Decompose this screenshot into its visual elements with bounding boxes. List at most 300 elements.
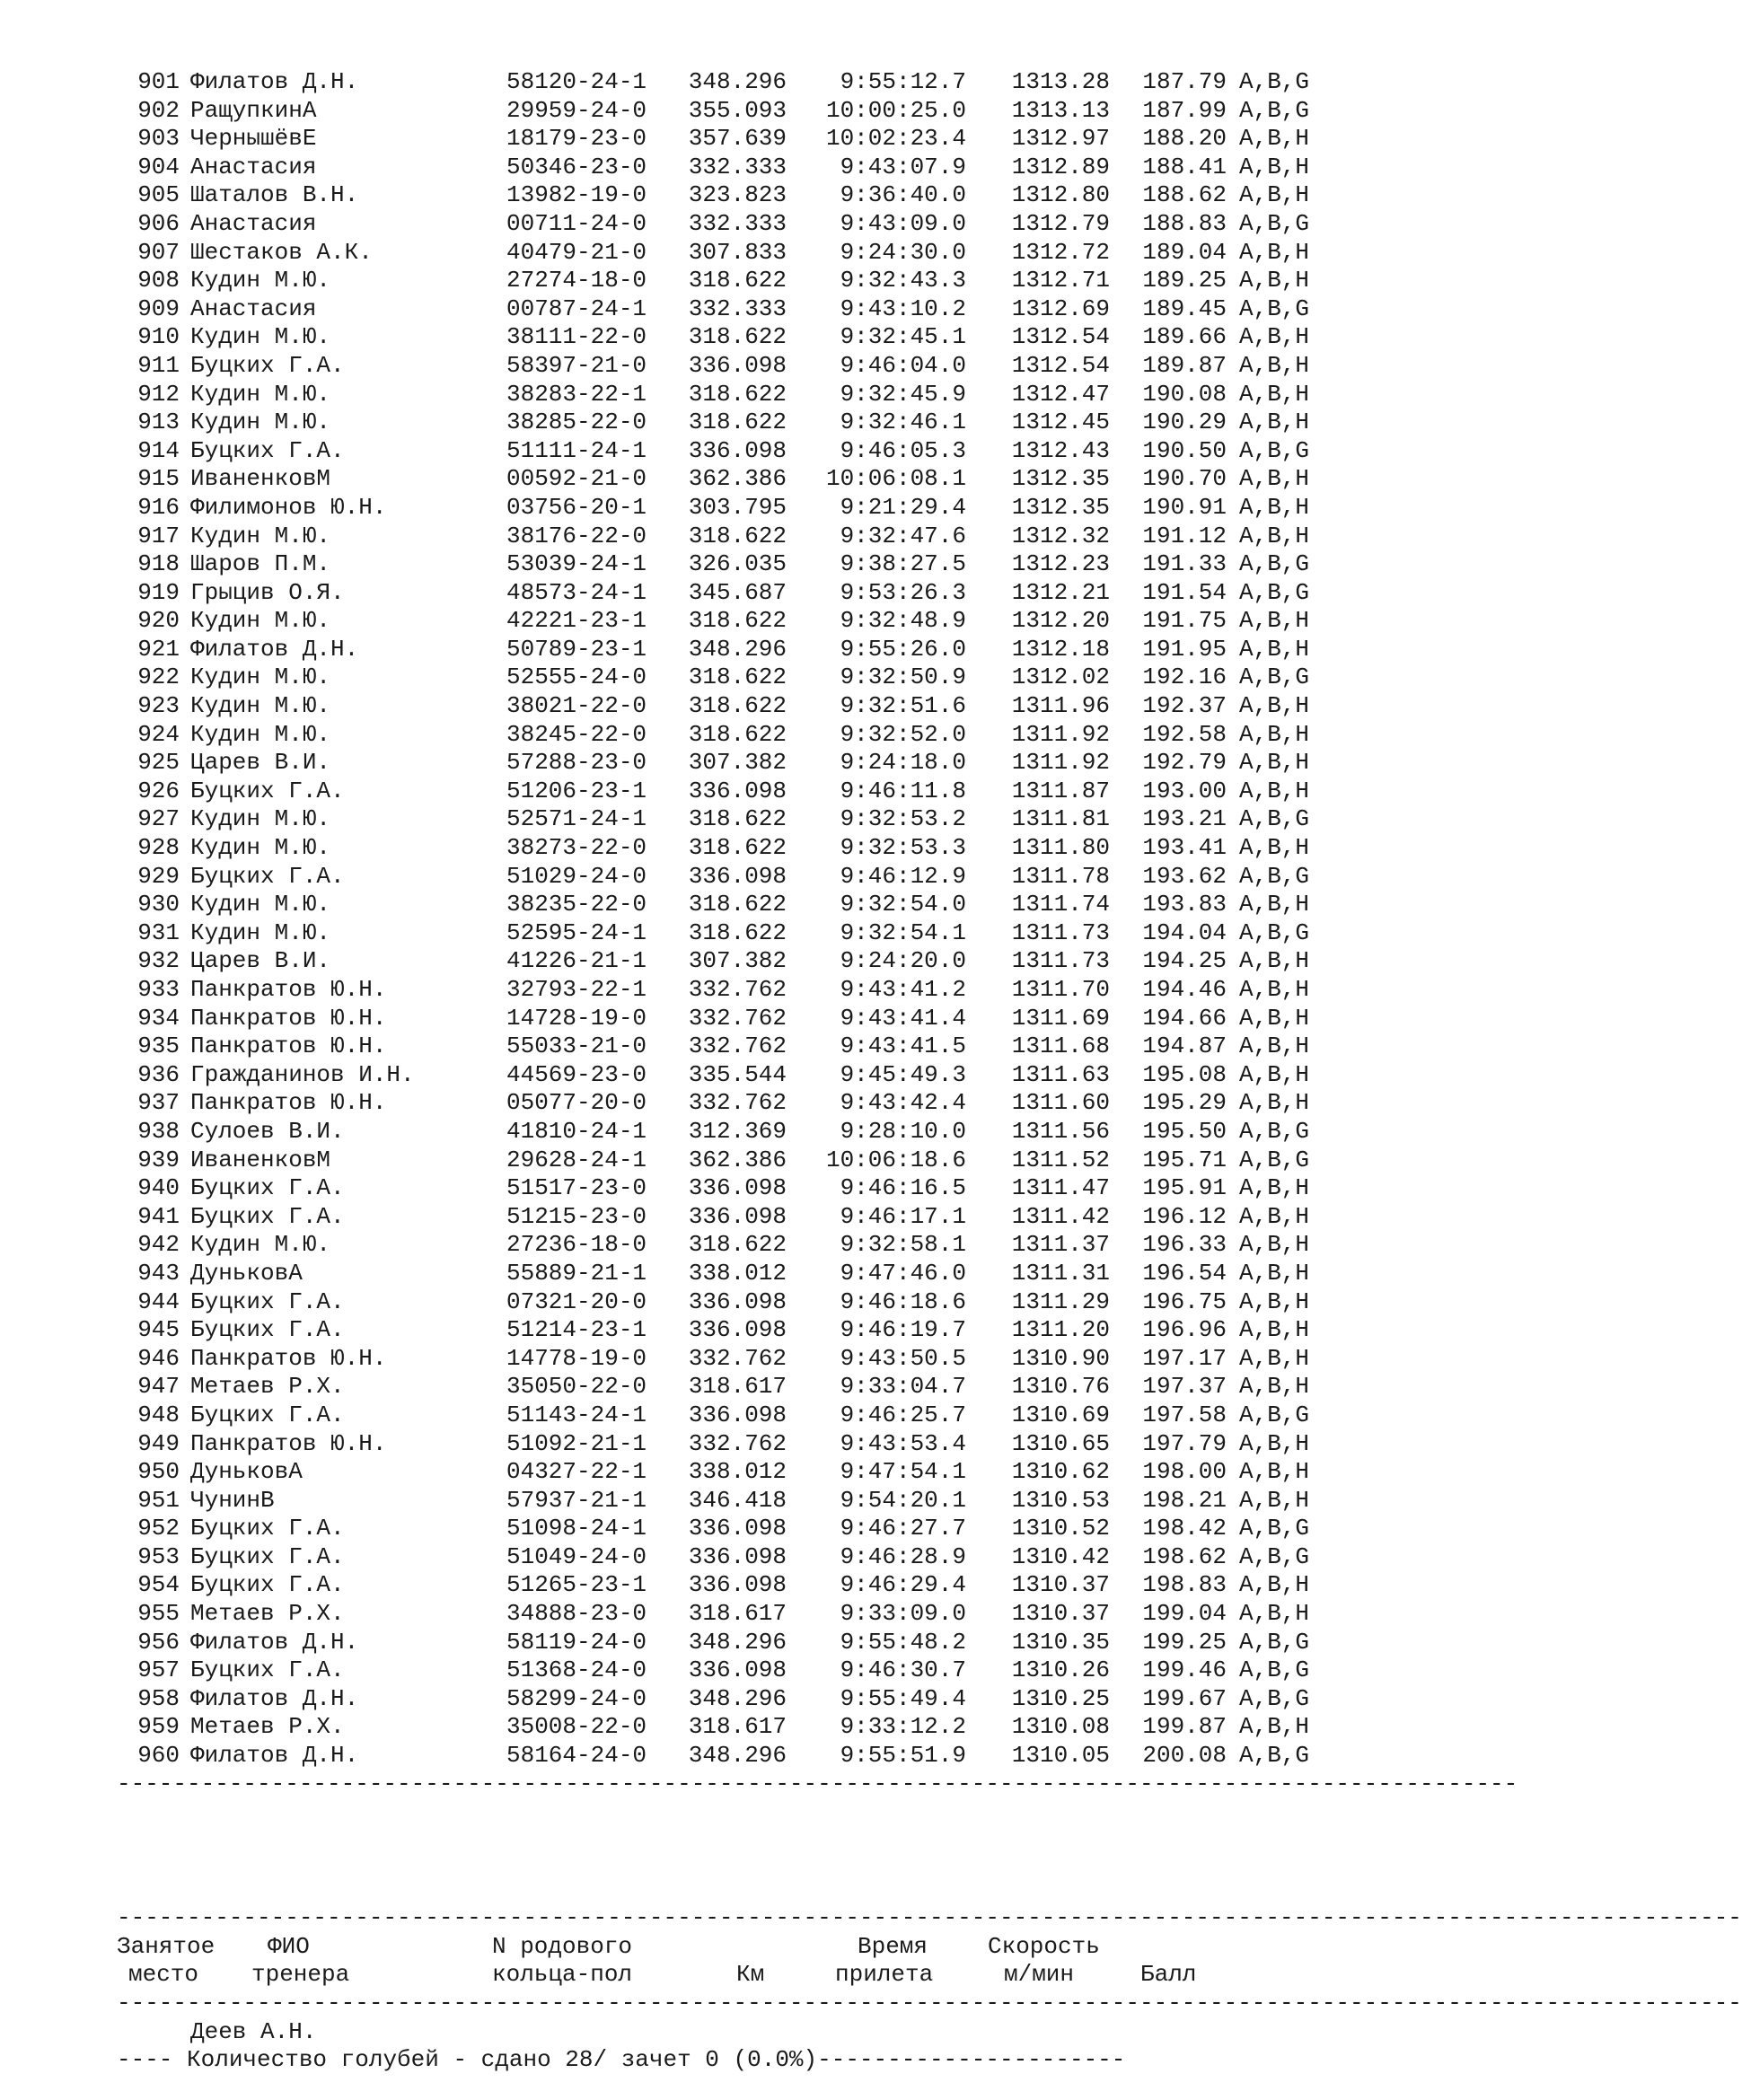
cell-points: 197.79 bbox=[1142, 1429, 1227, 1457]
cell-points: 196.96 bbox=[1142, 1316, 1227, 1344]
cell-distance-km: 338.012 bbox=[688, 1458, 787, 1486]
cell-distance-km: 362.386 bbox=[688, 1146, 787, 1173]
cell-place: 926 bbox=[137, 777, 180, 804]
table-row bbox=[117, 1487, 1331, 1516]
cell-flags: A,B,G bbox=[1239, 1401, 1310, 1428]
cell-arrival-time: 9:32:54.0 bbox=[840, 891, 966, 918]
cell-place: 954 bbox=[137, 1571, 180, 1599]
cell-arrival-time: 9:43:41.4 bbox=[840, 1004, 966, 1032]
cell-distance-km: 336.098 bbox=[688, 1515, 787, 1542]
table-row bbox=[117, 523, 1331, 551]
cell-points: 190.08 bbox=[1142, 380, 1227, 408]
cell-distance-km: 336.098 bbox=[688, 1316, 787, 1344]
cell-flags: A,B,H bbox=[1239, 380, 1310, 408]
header-ring-2: кольца-пол bbox=[492, 1961, 633, 1989]
cell-distance-km: 318.617 bbox=[688, 1600, 787, 1628]
cell-coach-name: Кудин М.Ю. bbox=[190, 323, 331, 351]
cell-points: 195.29 bbox=[1142, 1089, 1227, 1117]
table-row bbox=[117, 1260, 1331, 1288]
cell-flags: A,B,G bbox=[1239, 1656, 1310, 1684]
cell-distance-km: 332.333 bbox=[688, 209, 787, 237]
cell-ring-number: 05077-20-0 bbox=[506, 1089, 647, 1117]
table-row bbox=[117, 947, 1331, 976]
cell-coach-name: Филатов Д.Н. bbox=[190, 1684, 359, 1712]
cell-flags: A,B,H bbox=[1239, 1032, 1310, 1060]
cell-arrival-time: 9:24:30.0 bbox=[840, 238, 966, 266]
cell-flags: A,B,G bbox=[1239, 1684, 1310, 1712]
cell-ring-number: 52571-24-1 bbox=[506, 805, 647, 833]
cell-place: 939 bbox=[137, 1146, 180, 1173]
cell-ring-number: 40479-21-0 bbox=[506, 238, 647, 266]
cell-ring-number: 58299-24-0 bbox=[506, 1684, 647, 1712]
cell-coach-name: Царев В.И. bbox=[190, 947, 331, 975]
table-row bbox=[117, 295, 1331, 324]
cell-place: 953 bbox=[137, 1542, 180, 1570]
cell-speed: 1312.80 bbox=[1011, 181, 1110, 209]
cell-arrival-time: 9:46:17.1 bbox=[840, 1202, 966, 1230]
cell-coach-name: ИваненковМ bbox=[190, 1146, 331, 1173]
cell-arrival-time: 9:46:19.7 bbox=[840, 1316, 966, 1344]
cell-ring-number: 00787-24-1 bbox=[506, 294, 647, 322]
cell-ring-number: 29959-24-0 bbox=[506, 96, 647, 124]
cell-coach-name: Грыцив О.Я. bbox=[190, 578, 345, 606]
cell-speed: 1310.65 bbox=[1011, 1429, 1110, 1457]
cell-distance-km: 348.296 bbox=[688, 68, 787, 95]
table-row bbox=[117, 1061, 1331, 1090]
cell-speed: 1311.87 bbox=[1011, 777, 1110, 804]
cell-flags: A,B,H bbox=[1239, 1571, 1310, 1599]
cell-points: 188.62 bbox=[1142, 181, 1227, 209]
cell-points: 188.20 bbox=[1142, 125, 1227, 153]
cell-coach-name: Панкратов Ю.Н. bbox=[190, 1344, 387, 1372]
cell-points: 197.58 bbox=[1142, 1401, 1227, 1428]
cell-coach-name: Буцких Г.А. bbox=[190, 1571, 345, 1599]
cell-flags: A,B,H bbox=[1239, 1259, 1310, 1287]
cell-flags: A,B,H bbox=[1239, 635, 1310, 663]
results-table bbox=[117, 68, 1331, 1771]
cell-coach-name: Буцких Г.А. bbox=[190, 1287, 345, 1315]
cell-speed: 1311.60 bbox=[1011, 1089, 1110, 1117]
cell-place: 901 bbox=[137, 68, 180, 95]
cell-flags: A,B,H bbox=[1239, 125, 1310, 153]
cell-coach-name: Анастасия bbox=[190, 153, 317, 180]
cell-coach-name: Буцких Г.А. bbox=[190, 1174, 345, 1202]
cell-points: 199.67 bbox=[1142, 1684, 1227, 1712]
cell-speed: 1311.56 bbox=[1011, 1117, 1110, 1145]
table-row bbox=[117, 976, 1331, 1005]
table-row bbox=[117, 1005, 1331, 1033]
cell-distance-km: 336.098 bbox=[688, 351, 787, 379]
cell-points: 194.04 bbox=[1142, 918, 1227, 946]
cell-flags: A,B,G bbox=[1239, 209, 1310, 237]
cell-points: 199.25 bbox=[1142, 1628, 1227, 1656]
cell-place: 957 bbox=[137, 1656, 180, 1684]
cell-arrival-time: 9:32:51.6 bbox=[840, 692, 966, 720]
cell-speed: 1311.31 bbox=[1011, 1259, 1110, 1287]
cell-ring-number: 07321-20-0 bbox=[506, 1287, 647, 1315]
results-document bbox=[117, 68, 1742, 2075]
table-row bbox=[117, 154, 1331, 182]
header-place: Занятое bbox=[117, 1932, 216, 1960]
header-top-rule: -------------------------------------------------------------------------------------------------------------------- bbox=[117, 1904, 1742, 1932]
cell-place: 931 bbox=[137, 918, 180, 946]
cell-coach-name: Панкратов Ю.Н. bbox=[190, 1089, 387, 1117]
cell-place: 915 bbox=[137, 465, 180, 493]
table-row bbox=[117, 125, 1331, 154]
cell-coach-name: Филатов Д.Н. bbox=[190, 68, 359, 95]
cell-distance-km: 346.418 bbox=[688, 1486, 787, 1514]
cell-arrival-time: 9:54:20.1 bbox=[840, 1486, 966, 1514]
cell-place: 904 bbox=[137, 153, 180, 180]
cell-distance-km: 318.622 bbox=[688, 692, 787, 720]
header-ring: N родового bbox=[492, 1932, 633, 1960]
cell-place: 958 bbox=[137, 1684, 180, 1712]
cell-arrival-time: 10:06:18.6 bbox=[825, 1146, 966, 1173]
cell-speed: 1310.42 bbox=[1011, 1542, 1110, 1570]
cell-arrival-time: 9:32:48.9 bbox=[840, 607, 966, 635]
cell-flags: A,B,H bbox=[1239, 834, 1310, 862]
cell-points: 188.83 bbox=[1142, 209, 1227, 237]
cell-distance-km: 318.622 bbox=[688, 380, 787, 408]
cell-distance-km: 332.333 bbox=[688, 294, 787, 322]
cell-points: 192.79 bbox=[1142, 749, 1227, 777]
cell-ring-number: 51214-23-1 bbox=[506, 1316, 647, 1344]
cell-speed: 1311.63 bbox=[1011, 1060, 1110, 1088]
cell-distance-km: 336.098 bbox=[688, 1571, 787, 1599]
coach-name: Деев А.Н. bbox=[190, 2017, 317, 2045]
cell-points: 199.87 bbox=[1142, 1713, 1227, 1741]
table-row bbox=[117, 1401, 1331, 1430]
cell-speed: 1311.52 bbox=[1011, 1146, 1110, 1173]
cell-distance-km: 307.833 bbox=[688, 238, 787, 266]
cell-flags: A,B,H bbox=[1239, 351, 1310, 379]
header-coach: ФИО bbox=[268, 1932, 310, 1960]
cell-arrival-time: 9:32:45.1 bbox=[840, 323, 966, 351]
table-row bbox=[117, 1174, 1331, 1203]
cell-ring-number: 51049-24-0 bbox=[506, 1542, 647, 1570]
cell-arrival-time: 9:33:04.7 bbox=[840, 1373, 966, 1401]
table-row bbox=[117, 97, 1331, 126]
cell-points: 193.00 bbox=[1142, 777, 1227, 804]
header-speed-2: м/мин bbox=[1004, 1961, 1075, 1989]
cell-arrival-time: 9:24:18.0 bbox=[840, 749, 966, 777]
cell-ring-number: 00592-21-0 bbox=[506, 465, 647, 493]
cell-coach-name: Кудин М.Ю. bbox=[190, 267, 331, 294]
cell-flags: A,B,G bbox=[1239, 1628, 1310, 1656]
cell-arrival-time: 9:45:49.3 bbox=[840, 1060, 966, 1088]
cell-arrival-time: 9:55:49.4 bbox=[840, 1684, 966, 1712]
cell-speed: 1313.28 bbox=[1011, 68, 1110, 95]
cell-speed: 1311.73 bbox=[1011, 918, 1110, 946]
table-row bbox=[117, 663, 1331, 692]
cell-speed: 1312.71 bbox=[1011, 267, 1110, 294]
cell-place: 925 bbox=[137, 749, 180, 777]
cell-arrival-time: 9:32:53.2 bbox=[840, 805, 966, 833]
cell-ring-number: 51265-23-1 bbox=[506, 1571, 647, 1599]
cell-speed: 1311.37 bbox=[1011, 1231, 1110, 1259]
cell-arrival-time: 9:32:46.1 bbox=[840, 409, 966, 436]
cell-speed: 1310.53 bbox=[1011, 1486, 1110, 1514]
cell-flags: A,B,H bbox=[1239, 181, 1310, 209]
cell-points: 197.37 bbox=[1142, 1373, 1227, 1401]
pigeon-count-summary: ---- Количество голубей - сдано 28/ зачет 0 (0.0%)---------------------- bbox=[117, 2046, 1126, 2074]
cell-flags: A,B,G bbox=[1239, 1542, 1310, 1570]
cell-coach-name: Кудин М.Ю. bbox=[190, 409, 331, 436]
cell-speed: 1311.68 bbox=[1011, 1032, 1110, 1060]
cell-distance-km: 348.296 bbox=[688, 1628, 787, 1656]
cell-flags: A,B,G bbox=[1239, 805, 1310, 833]
cell-points: 188.41 bbox=[1142, 153, 1227, 180]
cell-speed: 1310.37 bbox=[1011, 1600, 1110, 1628]
cell-arrival-time: 9:46:18.6 bbox=[840, 1287, 966, 1315]
cell-speed: 1312.72 bbox=[1011, 238, 1110, 266]
cell-place: 949 bbox=[137, 1429, 180, 1457]
cell-ring-number: 14728-19-0 bbox=[506, 1004, 647, 1032]
cell-points: 198.62 bbox=[1142, 1542, 1227, 1570]
cell-flags: A,B,G bbox=[1239, 294, 1310, 322]
cell-speed: 1313.13 bbox=[1011, 96, 1110, 124]
cell-distance-km: 318.622 bbox=[688, 891, 787, 918]
cell-coach-name: Филатов Д.Н. bbox=[190, 1742, 359, 1770]
cell-place: 907 bbox=[137, 238, 180, 266]
cell-ring-number: 58164-24-0 bbox=[506, 1742, 647, 1770]
cell-arrival-time: 9:43:07.9 bbox=[840, 153, 966, 180]
cell-place: 947 bbox=[137, 1373, 180, 1401]
cell-coach-name: ЧунинВ bbox=[190, 1486, 275, 1514]
cell-place: 913 bbox=[137, 409, 180, 436]
cell-ring-number: 51029-24-0 bbox=[506, 862, 647, 890]
table-row bbox=[117, 919, 1331, 948]
table-row bbox=[117, 1203, 1331, 1232]
cell-speed: 1311.70 bbox=[1011, 976, 1110, 1003]
cell-distance-km: 336.098 bbox=[688, 436, 787, 464]
cell-ring-number: 04327-22-1 bbox=[506, 1458, 647, 1486]
cell-arrival-time: 9:46:12.9 bbox=[840, 862, 966, 890]
cell-speed: 1312.21 bbox=[1011, 578, 1110, 606]
cell-arrival-time: 9:46:05.3 bbox=[840, 436, 966, 464]
cell-points: 193.41 bbox=[1142, 834, 1227, 862]
cell-coach-name: Буцких Г.А. bbox=[190, 1202, 345, 1230]
table-row bbox=[117, 267, 1331, 295]
cell-coach-name: РащупкинА bbox=[190, 96, 317, 124]
cell-arrival-time: 10:02:23.4 bbox=[825, 125, 966, 153]
cell-points: 195.91 bbox=[1142, 1174, 1227, 1202]
table-row bbox=[117, 1316, 1331, 1345]
cell-coach-name: Филимонов Ю.Н. bbox=[190, 493, 387, 521]
cell-place: 930 bbox=[137, 891, 180, 918]
cell-ring-number: 03756-20-1 bbox=[506, 493, 647, 521]
cell-ring-number: 48573-24-1 bbox=[506, 578, 647, 606]
cell-speed: 1310.69 bbox=[1011, 1401, 1110, 1428]
table-row bbox=[117, 1345, 1331, 1374]
cell-coach-name: Анастасия bbox=[190, 294, 317, 322]
table-row bbox=[117, 1147, 1331, 1175]
cell-distance-km: 318.622 bbox=[688, 1231, 787, 1259]
cell-ring-number: 57937-21-1 bbox=[506, 1486, 647, 1514]
cell-place: 903 bbox=[137, 125, 180, 153]
cell-points: 195.50 bbox=[1142, 1117, 1227, 1145]
cell-coach-name: Кудин М.Ю. bbox=[190, 1231, 331, 1259]
cell-arrival-time: 9:32:47.6 bbox=[840, 522, 966, 549]
cell-flags: A,B,G bbox=[1239, 96, 1310, 124]
table-row bbox=[117, 323, 1331, 352]
cell-distance-km: 332.762 bbox=[688, 1344, 787, 1372]
cell-ring-number: 51111-24-1 bbox=[506, 436, 647, 464]
cell-distance-km: 336.098 bbox=[688, 1174, 787, 1202]
cell-flags: A,B,H bbox=[1239, 720, 1310, 748]
cell-ring-number: 51368-24-0 bbox=[506, 1656, 647, 1684]
cell-points: 192.16 bbox=[1142, 663, 1227, 691]
cell-coach-name: Кудин М.Ю. bbox=[190, 891, 331, 918]
cell-flags: A,B,H bbox=[1239, 1287, 1310, 1315]
cell-place: 959 bbox=[137, 1713, 180, 1741]
cell-coach-name: Кудин М.Ю. bbox=[190, 805, 331, 833]
cell-ring-number: 18179-23-0 bbox=[506, 125, 647, 153]
table-row bbox=[117, 239, 1331, 268]
cell-points: 192.37 bbox=[1142, 692, 1227, 720]
cell-place: 927 bbox=[137, 805, 180, 833]
header-speed: Скорость bbox=[988, 1932, 1100, 1960]
header-time: Время bbox=[858, 1932, 928, 1960]
cell-speed: 1312.97 bbox=[1011, 125, 1110, 153]
cell-flags: A,B,H bbox=[1239, 777, 1310, 804]
table-row bbox=[117, 863, 1331, 892]
cell-ring-number: 55033-21-0 bbox=[506, 1032, 647, 1060]
cell-arrival-time: 9:46:16.5 bbox=[840, 1174, 966, 1202]
cell-speed: 1312.89 bbox=[1011, 153, 1110, 180]
cell-points: 192.58 bbox=[1142, 720, 1227, 748]
cell-place: 928 bbox=[137, 834, 180, 862]
table-row bbox=[117, 68, 1331, 97]
cell-speed: 1311.78 bbox=[1011, 862, 1110, 890]
cell-arrival-time: 9:33:12.2 bbox=[840, 1713, 966, 1741]
cell-points: 191.75 bbox=[1142, 607, 1227, 635]
cell-coach-name: Буцких Г.А. bbox=[190, 1316, 345, 1344]
cell-flags: A,B,G bbox=[1239, 663, 1310, 691]
cell-coach-name: ДуньковА bbox=[190, 1458, 303, 1486]
cell-points: 187.99 bbox=[1142, 96, 1227, 124]
cell-flags: A,B,G bbox=[1239, 436, 1310, 464]
cell-points: 193.21 bbox=[1142, 805, 1227, 833]
cell-coach-name: Метаев Р.Х. bbox=[190, 1713, 345, 1741]
cell-distance-km: 318.617 bbox=[688, 1373, 787, 1401]
cell-flags: A,B,H bbox=[1239, 267, 1310, 294]
cell-distance-km: 332.762 bbox=[688, 1004, 787, 1032]
table-row bbox=[117, 1430, 1331, 1459]
cell-place: 944 bbox=[137, 1287, 180, 1315]
cell-place: 946 bbox=[137, 1344, 180, 1372]
cell-distance-km: 307.382 bbox=[688, 947, 787, 975]
cell-speed: 1310.25 bbox=[1011, 1684, 1110, 1712]
cell-place: 937 bbox=[137, 1089, 180, 1117]
cell-speed: 1310.76 bbox=[1011, 1373, 1110, 1401]
cell-ring-number: 32793-22-1 bbox=[506, 976, 647, 1003]
cell-ring-number: 51206-23-1 bbox=[506, 777, 647, 804]
cell-speed: 1310.52 bbox=[1011, 1515, 1110, 1542]
cell-distance-km: 348.296 bbox=[688, 1684, 787, 1712]
table-row bbox=[117, 465, 1331, 494]
header-points: Балл bbox=[1140, 1961, 1197, 1989]
cell-ring-number: 38283-22-1 bbox=[506, 380, 647, 408]
cell-coach-name: Анастасия bbox=[190, 209, 317, 237]
cell-place: 940 bbox=[137, 1174, 180, 1202]
cell-speed: 1312.23 bbox=[1011, 550, 1110, 578]
cell-ring-number: 57288-23-0 bbox=[506, 749, 647, 777]
table-row bbox=[117, 1373, 1331, 1401]
cell-coach-name: Буцких Г.А. bbox=[190, 777, 345, 804]
cell-flags: A,B,H bbox=[1239, 1713, 1310, 1741]
table-row bbox=[117, 891, 1331, 919]
cell-speed: 1311.92 bbox=[1011, 749, 1110, 777]
cell-distance-km: 336.098 bbox=[688, 777, 787, 804]
cell-coach-name: ИваненковМ bbox=[190, 465, 331, 493]
cell-points: 198.21 bbox=[1142, 1486, 1227, 1514]
cell-distance-km: 318.622 bbox=[688, 607, 787, 635]
cell-points: 194.46 bbox=[1142, 976, 1227, 1003]
cell-place: 909 bbox=[137, 294, 180, 322]
cell-speed: 1311.96 bbox=[1011, 692, 1110, 720]
table-row bbox=[117, 607, 1331, 636]
cell-arrival-time: 9:36:40.0 bbox=[840, 181, 966, 209]
cell-speed: 1311.80 bbox=[1011, 834, 1110, 862]
table-row bbox=[117, 181, 1331, 210]
cell-arrival-time: 9:43:42.4 bbox=[840, 1089, 966, 1117]
cell-speed: 1312.54 bbox=[1011, 351, 1110, 379]
cell-arrival-time: 9:43:50.5 bbox=[840, 1344, 966, 1372]
cell-distance-km: 332.333 bbox=[688, 153, 787, 180]
cell-points: 193.62 bbox=[1142, 862, 1227, 890]
cell-points: 196.12 bbox=[1142, 1202, 1227, 1230]
cell-speed: 1312.45 bbox=[1011, 409, 1110, 436]
cell-distance-km: 318.622 bbox=[688, 323, 787, 351]
table-row bbox=[117, 1713, 1331, 1742]
cell-place: 910 bbox=[137, 323, 180, 351]
cell-flags: A,B,G bbox=[1239, 1515, 1310, 1542]
cell-points: 189.87 bbox=[1142, 351, 1227, 379]
cell-flags: A,B,H bbox=[1239, 465, 1310, 493]
cell-arrival-time: 9:47:46.0 bbox=[840, 1259, 966, 1287]
cell-ring-number: 51092-21-1 bbox=[506, 1429, 647, 1457]
cell-points: 200.08 bbox=[1142, 1742, 1227, 1770]
cell-speed: 1311.47 bbox=[1011, 1174, 1110, 1202]
cell-speed: 1312.47 bbox=[1011, 380, 1110, 408]
cell-ring-number: 50346-23-0 bbox=[506, 153, 647, 180]
cell-place: 955 bbox=[137, 1600, 180, 1628]
cell-arrival-time: 9:32:43.3 bbox=[840, 267, 966, 294]
cell-distance-km: 318.622 bbox=[688, 834, 787, 862]
cell-arrival-time: 9:43:09.0 bbox=[840, 209, 966, 237]
cell-points: 196.75 bbox=[1142, 1287, 1227, 1315]
cell-distance-km: 336.098 bbox=[688, 1287, 787, 1315]
cell-coach-name: Буцких Г.А. bbox=[190, 1542, 345, 1570]
table-row bbox=[117, 721, 1331, 750]
cell-place: 950 bbox=[137, 1458, 180, 1486]
cell-speed: 1312.54 bbox=[1011, 323, 1110, 351]
cell-distance-km: 332.762 bbox=[688, 1089, 787, 1117]
cell-coach-name: Метаев Р.Х. bbox=[190, 1373, 345, 1401]
cell-coach-name: Панкратов Ю.Н. bbox=[190, 976, 387, 1003]
cell-place: 934 bbox=[137, 1004, 180, 1032]
cell-coach-name: Кудин М.Ю. bbox=[190, 720, 331, 748]
cell-ring-number: 27274-18-0 bbox=[506, 267, 647, 294]
cell-coach-name: Буцких Г.А. bbox=[190, 1515, 345, 1542]
cell-place: 956 bbox=[137, 1628, 180, 1656]
cell-points: 190.91 bbox=[1142, 493, 1227, 521]
cell-ring-number: 38245-22-0 bbox=[506, 720, 647, 748]
cell-ring-number: 58119-24-0 bbox=[506, 1628, 647, 1656]
cell-flags: A,B,G bbox=[1239, 68, 1310, 95]
cell-points: 190.70 bbox=[1142, 465, 1227, 493]
